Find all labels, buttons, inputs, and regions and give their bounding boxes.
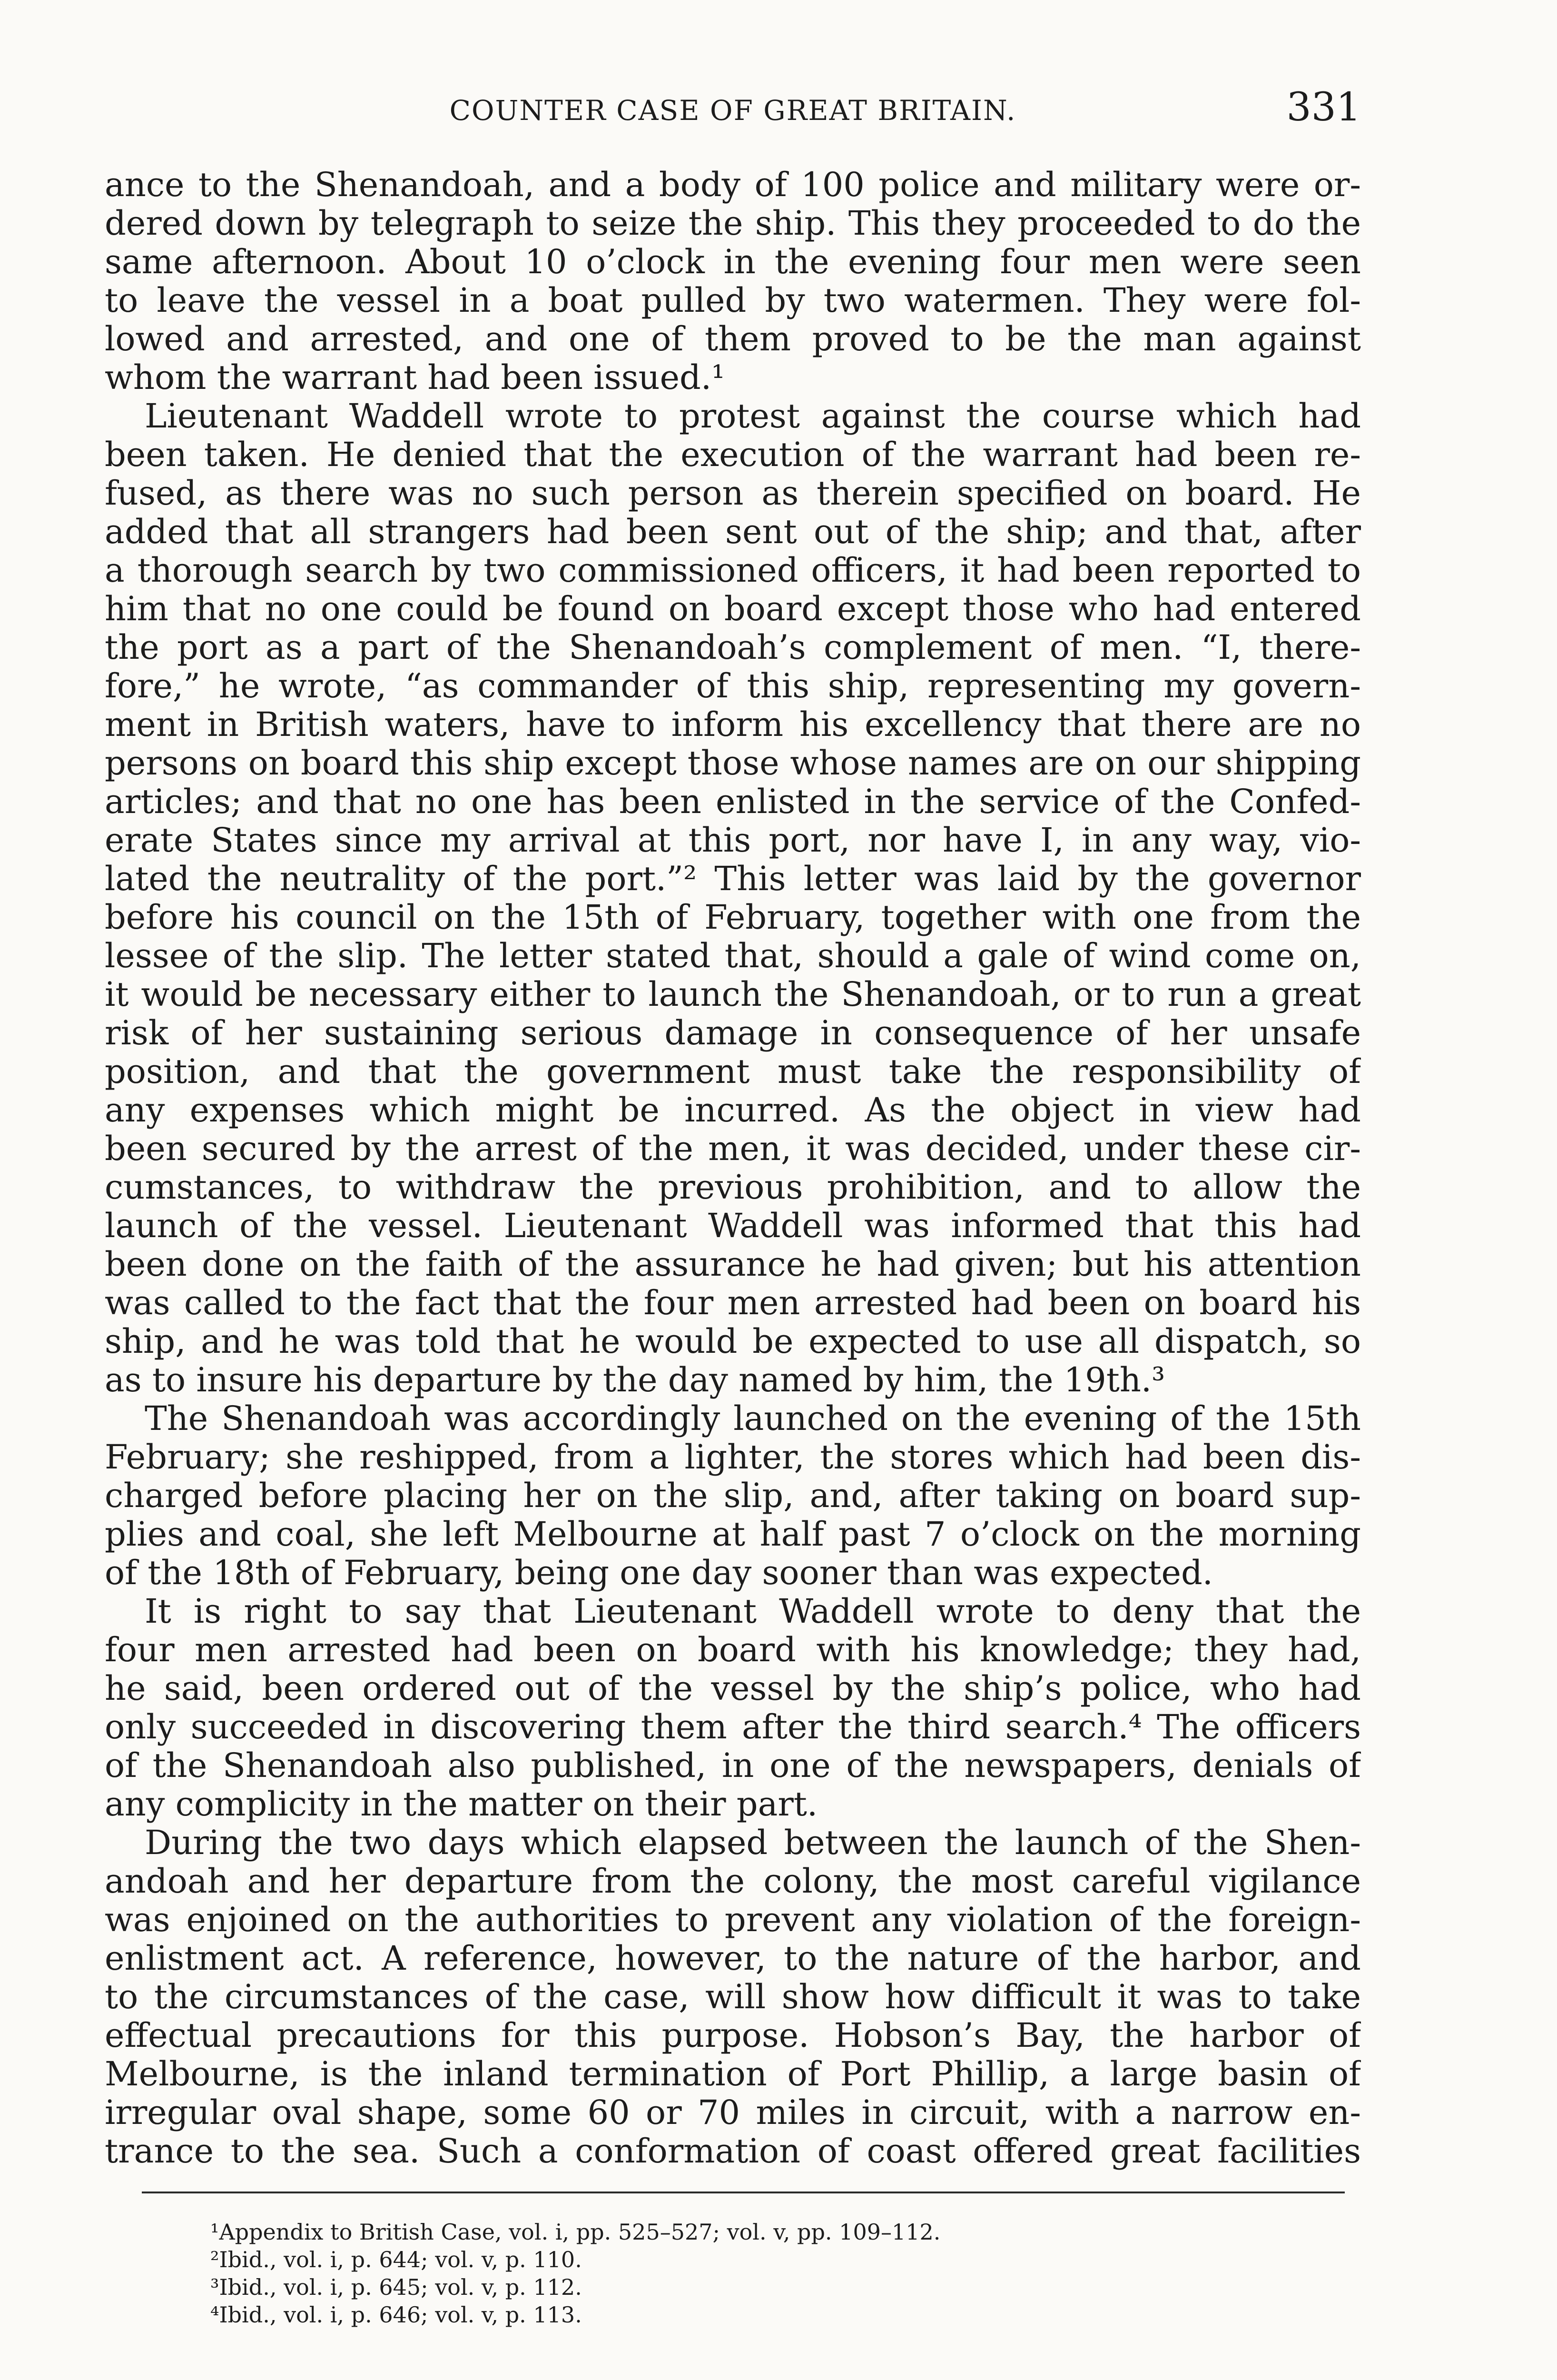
body-text	[105, 166, 1361, 2209]
footnote-item: ³Ibid., vol. i, p. 645; vol. v, p. 112.	[210, 2274, 582, 2300]
text-line: been taken. He denied that the execution of the warrant had been re-	[105, 436, 1361, 474]
footnote-item: ⁴Ibid., vol. i, p. 646; vol. v, p. 113.	[210, 2302, 582, 2328]
text-line: The Shenandoah was accordingly launched on the evening of the 15th	[145, 1399, 1361, 1438]
text-line: ment in British waters, have to inform his excellency that there are no	[105, 705, 1361, 744]
page-number: 331	[1286, 85, 1361, 130]
text-line: of the Shenandoah also published, in one of the newspapers, denials of	[105, 1746, 1361, 1785]
running-head: COUNTER CASE OF GREAT BRITAIN.	[449, 94, 1016, 127]
text-line: same afternoon. About 10 o’clock in the evening four men were seen	[105, 243, 1361, 281]
text-line: persons on board this ship except those whose names are on our shipping	[105, 744, 1361, 783]
text-line: February; she reshipped, from a lighter, the stores which had been dis-	[105, 1438, 1361, 1477]
text-line: fused, as there was no such person as therein specified on board. He	[105, 474, 1361, 513]
text-line: charged before placing her on the slip, and, after taking on board sup-	[105, 1477, 1361, 1515]
text-line: ship, and he was told that he would be expected to use all dispatch, so	[105, 1322, 1361, 1361]
footnotes	[210, 2218, 1305, 2329]
text-line: whom the warrant had been issued.¹	[105, 358, 725, 397]
text-line: position, and that the government must take the responsibility of	[105, 1052, 1361, 1091]
text-line: Lieutenant Waddell wrote to protest against the course which had	[145, 397, 1361, 436]
text-line: before his council on the 15th of February, together with one from the	[105, 898, 1361, 937]
text-line: been secured by the arrest of the men, it was decided, under these cir-	[105, 1130, 1361, 1168]
text-line: it would be necessary either to launch the Shenandoah, or to run a great	[105, 975, 1361, 1014]
text-line: articles; and that no one has been enlisted in the service of the Confed-	[105, 783, 1361, 821]
text-line: ance to the Shenandoah, and a body of 100 police and military were or-	[105, 166, 1361, 204]
text-line: was called to the fact that the four men arrested had been on board his	[105, 1284, 1361, 1322]
text-line: lessee of the slip. The letter stated that, should a gale of wind come on,	[105, 937, 1361, 975]
text-line: effectual precautions for this purpose. Hobson’s Bay, the harbor of	[105, 2016, 1361, 2055]
text-line: any complicity in the matter on their part.	[105, 1785, 818, 1824]
text-line: as to insure his departure by the day named by him, the 19th.³	[105, 1361, 1165, 1399]
text-line: any expenses which might be incurred. As the object in view had	[105, 1091, 1361, 1130]
text-line: lated the neutrality of the port.”² This letter was laid by the governor	[105, 860, 1361, 898]
text-line: added that all strangers had been sent out of the ship; and that, after	[105, 513, 1361, 551]
text-line: plies and coal, she left Melbourne at half past 7 o’clock on the morning	[105, 1515, 1361, 1554]
text-line: only succeeded in discovering them after the third search.⁴ The officers	[105, 1708, 1361, 1746]
footnote-item: ¹Appendix to British Case, vol. i, pp. 525–527; vol. v, pp. 109–112.	[210, 2219, 941, 2245]
footnote-item: ²Ibid., vol. i, p. 644; vol. v, p. 110.	[210, 2247, 582, 2272]
text-line: was enjoined on the authorities to prevent any violation of the foreign-	[105, 1901, 1361, 1939]
text-line: enlistment act. A reference, however, to the nature of the harbor, and	[105, 1939, 1361, 1978]
page-header	[105, 85, 1361, 137]
text-line: Melbourne, is the inland termination of Port Phillip, a large basin of	[105, 2055, 1361, 2093]
text-line: to the circumstances of the case, will show how difficult it was to take	[105, 1978, 1361, 2016]
text-line: fore,” he wrote, “as commander of this ship, representing my govern-	[105, 667, 1361, 705]
text-line: to leave the vessel in a boat pulled by two watermen. They were fol-	[105, 281, 1361, 320]
text-line: of the 18th of February, being one day sooner than was expected.	[105, 1554, 1213, 1592]
text-line	[105, 2171, 1361, 2209]
text-line: lowed and arrested, and one of them proved to be the man against	[105, 320, 1361, 358]
text-line: trance to the sea. Such a conformation of coast offered great facilities	[105, 2132, 1361, 2171]
footnote-divider	[142, 2192, 1345, 2193]
text-line: cumstances, to withdraw the previous prohibition, and to allow the	[105, 1168, 1361, 1207]
text-line: andoah and her departure from the colony, the most careful vigilance	[105, 1862, 1361, 1901]
text-line: During the two days which elapsed between the launch of the Shen-	[145, 1824, 1361, 1862]
text-line: dered down by telegraph to seize the ship. This they proceeded to do the	[105, 204, 1361, 243]
text-line: the port as a part of the Shenandoah’s complement of men. “I, there-	[105, 628, 1361, 667]
text-line: launch of the vessel. Lieutenant Waddell was informed that this had	[105, 1207, 1361, 1245]
text-line: irregular oval shape, some 60 or 70 miles in circuit, with a narrow en-	[105, 2093, 1361, 2132]
text-line: a thorough search by two commissioned officers, it had been reported to	[105, 551, 1361, 590]
text-line: erate States since my arrival at this port, nor have I, in any way, vio-	[105, 821, 1361, 860]
text-line: him that no one could be found on board except those who had entered	[105, 590, 1361, 628]
text-line: he said, been ordered out of the vessel by the ship’s police, who had	[105, 1669, 1361, 1708]
text-line: been done on the faith of the assurance he had given; but his attention	[105, 1245, 1361, 1284]
text-line: risk of her sustaining serious damage in consequence of her unsafe	[105, 1014, 1361, 1052]
text-line: It is right to say that Lieutenant Waddell wrote to deny that the	[145, 1592, 1361, 1631]
text-line: four men arrested had been on board with his knowledge; they had,	[105, 1631, 1361, 1669]
